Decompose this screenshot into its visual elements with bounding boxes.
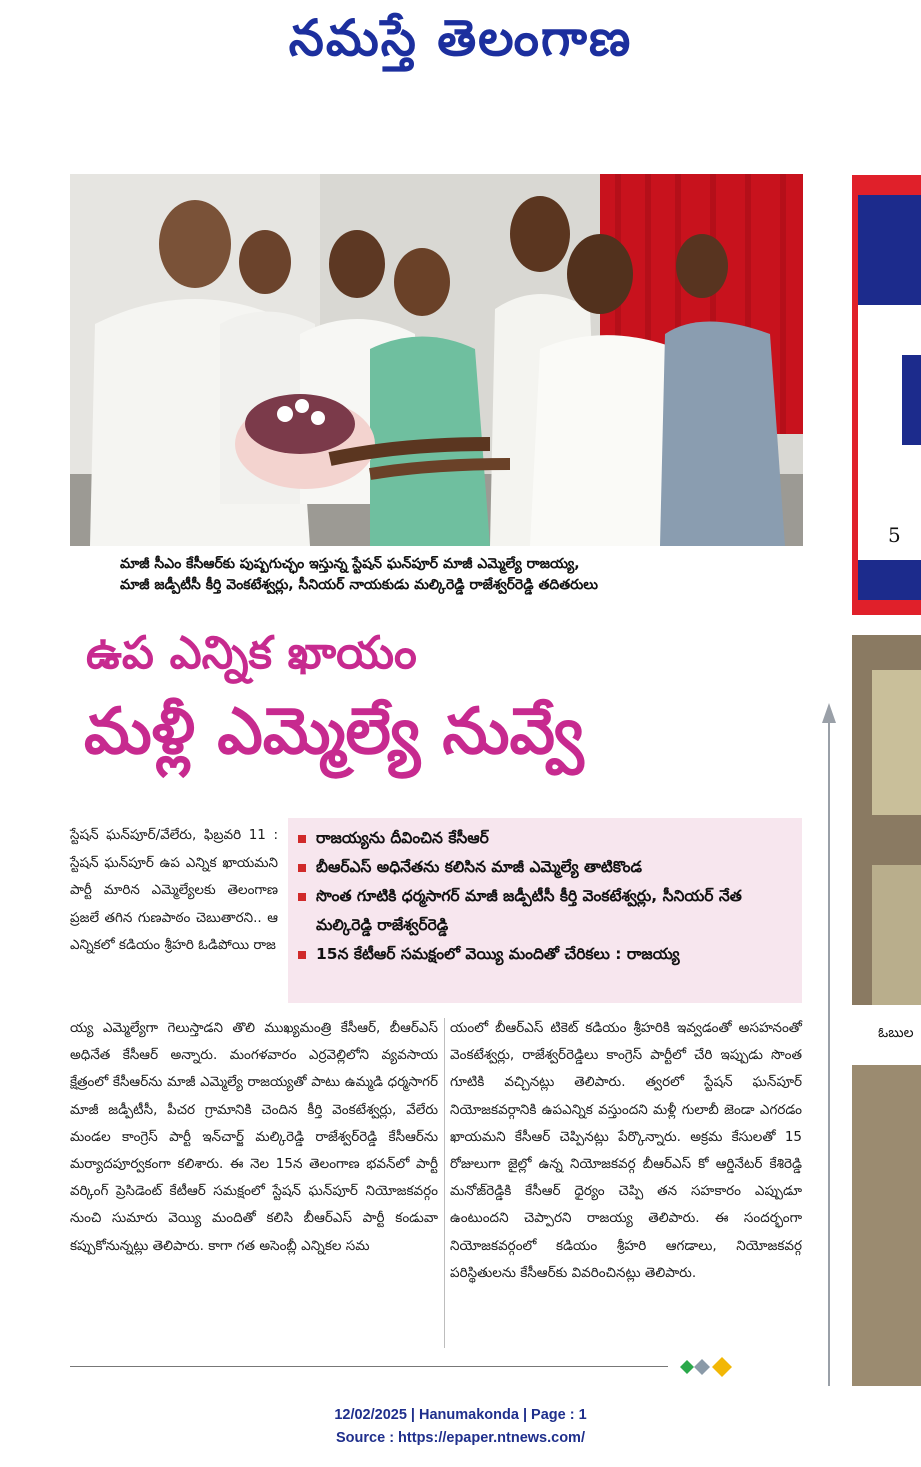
bullet-marker [298,864,306,872]
caption-line-1: మాజీ సీఎం కేసీఆర్‌కు పుష్పగుచ్ఛం ఇస్తున్న స్టేషన్ ఘన్‌పూర్ మాజీ ఎమ్మెల్యే రాజయ్య, [120,556,580,572]
highlight-item [296,824,794,853]
footer-date-line: 12/02/2025 | Hanumakonda | Page : 1 [334,1407,587,1423]
highlight-text: బీఆర్‌ఎస్ అధినేతను కలిసిన మాజీ ఎమ్మెల్యే తాటికొండ [316,858,642,876]
highlight-text: సొంత గూటికి ధర్మసాగర్ మాజీ జడ్పీటీసీ కీర్తి వెంకటేశ్వర్లు, సీనియర్ నేత మల్కిరెడ్డి రాజేశ్వర్‌రెడ్డి [316,887,742,934]
end-ornament-icon [672,1357,742,1377]
highlight-item [296,853,794,882]
article-body-left: య్య ఎమ్మెల్యేగా గెలుస్తాడని తొలి ముఖ్యమంత్రి కేసీఆర్, బీఆర్‌ఎస్ అధినేత కేసీఆర్ అన్నారు. మంగళవారం ఎర్రవెల్లిలోని వ్యవసాయ క్షేత్రంలో కేసీఆర్‌ను మాజీ ఎమ్మెల్యే రాజయ్యతో పాటు ఉమ్మడి ధర్మసాగర్ మాజీ జడ్పీటీసీ, పీచర గ్రామానికి చెందిన కీర్తి వెంకటేశ్వర్లు, వేలేరు మండల కాంగ్రెస్ పార్టీ ఇన్‌చార్జ్ మల్కిరెడ్డి రాజేశ్వర్‌రెడ్డి కేసీఆర్‌ను మర్యాదపూర్వకంగా కలిశారు. ఈ నెల 15న తెలంగాణ భవన్‌లో పార్టీ వర్కింగ్ ప్రెసిడెంట్ కేటీఆర్ సమక్షంలో స్టేషన్ ఘన్‌పూర్ నియోజకవర్గం నుంచి సుమారు వెయ్యి మందితో కలిసి బీఆర్‌ఎస్ పార్టీ కండువా కప్పుకోనున్నట్లు తెలిపారు. కాగా గత అసెంబ్లీ ఎన్నికల సమ [70,1020,438,1254]
adjacent-story-strip [852,175,921,1386]
footer-source-line: Source : https://epaper.ntnews.com/ [336,1430,585,1446]
news-photo [70,174,803,546]
masthead-title: నమస్తే తెలంగాణ [288,8,633,67]
highlight-item [296,882,794,940]
caption-line-2: మాజీ జడ్పీటీసీ కీర్తి వెంకటేశ్వర్లు, సీనియర్ నాయకుడు మల్కిరెడ్డి రాజేశ్వర్‌రెడ్డి తదితరులు [120,577,599,593]
highlight-text: రాజయ్యను దీవించిన కేసీఆర్ [316,829,489,847]
highlight-item [296,940,794,969]
dateline-paragraph: స్టేషన్ ఘన్‌పూర్/వేలేరు, ఫిబ్రవరి 11 : స్టేషన్ ఘన్‌పూర్ ఉప ఎన్నిక ఖాయమని పార్టీ మారిన ఎమ్మెల్యేలకు తెలంగాణ ప్రజలే తగిన గుణపాఠం చెబుతారని.. ఆ ఎన్నికలో కడియం శ్రీహరి ఓడిపోయి రాజ [70,827,278,953]
highlight-text: 15న కేటీఆర్ సమక్షంలో వెయ్యి మందితో చేరికలు : రాజయ్య [316,945,680,963]
adjacent-caption: ఓబుల [878,1025,914,1041]
headline-kicker: ఉప ఎన్నిక ఖాయం [86,626,417,679]
page-footer [0,1404,921,1450]
adjacent-number: 5 [888,523,901,547]
highlights-box [288,818,802,1003]
bullet-marker [298,893,306,901]
photo-caption [120,554,760,596]
page-divider [828,720,830,1386]
article-end-rule [70,1366,668,1367]
column-divider [444,1018,445,1348]
article-body-right: యంలో బీఆర్‌ఎస్ టికెట్ కడియం శ్రీహరికి ఇవ్వడంతో అసహనంతో వెంకటేశ్వర్లు, రాజేశ్వర్‌రెడ్డిలు కాంగ్రెస్ పార్టీలో చేరి ఇప్పుడు సొంత గూటికి వచ్చినట్లు తెలిపారు. త్వరలో స్టేషన్ ఘన్‌పూర్ నియోజకవర్గానికి ఉపఎన్నిక వస్తుందని మళ్లీ గులాబీ జెండా ఎగరడం ఖాయమని కేసీఆర్ చెప్పినట్లు పేర్కొన్నారు. అక్రమ కేసులతో 15 రోజులుగా జైల్లో ఉన్న నియోజకవర్గ బీఆర్‌ఎస్ కో ఆర్డినేటర్ కేశిరెడ్డి మనోజ్‌రెడ్డికి కేసీఆర్ ధైర్యం చెప్పి తన సహకారం ఎప్పుడూ ఉంటుందని చెప్పారని రాజయ్య తెలిపారు. ఈ సందర్భంగా నియోజకవర్గంలో కడియం శ్రీహరి ఆగడాలు, నియోజకవర్గ పరిస్థితులను కేసీఆర్‌కు వివరించినట్లు తెలిపారు. [450,1020,802,1281]
headline-main: మళ్లీ ఎమ్మెల్యే నువ్వే [84,695,584,769]
bullet-marker [298,951,306,959]
bullet-marker [298,835,306,843]
